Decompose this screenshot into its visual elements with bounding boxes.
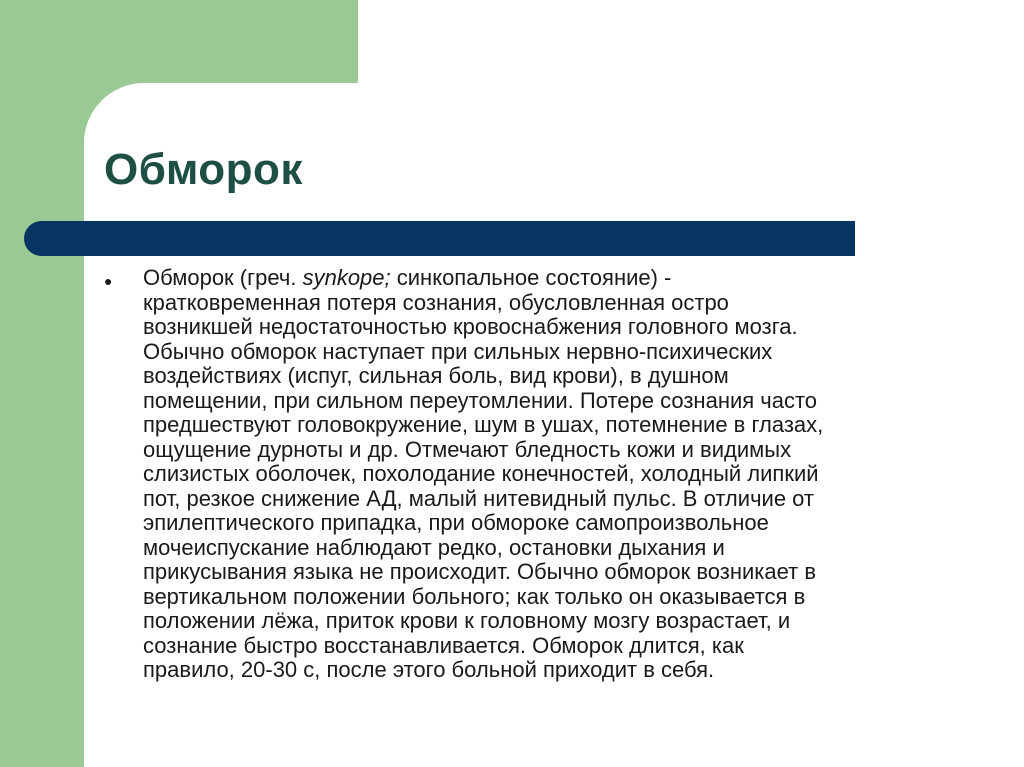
bullet-line: слизистых оболочек, похолодание конечностей, холодный липкий — [143, 461, 819, 486]
bullet-line: положении лёжа, приток крови к головному мозгу возрастает, и — [143, 608, 791, 633]
bullet-line: Обычно обморок наступает при сильных нервно-психических — [143, 338, 773, 364]
slide-title: Обморок — [104, 145, 303, 194]
bullet-line: кратковременная потеря сознания, обусловленная остро — [143, 289, 729, 315]
bullet-line — [143, 266, 954, 291]
slide-body — [104, 266, 954, 683]
bullet-line: эпилептического припадка, при обмороке самопроизвольное — [143, 510, 769, 535]
bullet-line: вертикальном положении больного; как только он оказывается в — [143, 583, 806, 609]
bullet-line: ощущение дурноты и др. Отмечают бледность кожи и видимых — [143, 436, 792, 462]
bullet-item — [104, 266, 954, 683]
bullet-line: прикусывания языка не происходит. Обычно обморок возникает в — [143, 559, 817, 584]
latin-term: synkope; — [302, 265, 391, 290]
bullet-line: предшествуют головокружение, шум в ушах, потемнение в глазах, — [143, 412, 824, 437]
bullet-text — [143, 266, 954, 683]
bullet-line: правило, 20-30 с, после этого больной приходит в себя. — [143, 657, 715, 682]
bullet-icon: ● — [104, 273, 113, 289]
bullet-intro-rest: синкопальное состояние) - — [390, 265, 672, 290]
title-underline-bar — [24, 221, 855, 256]
bullet-line: мочеиспускание наблюдают редко, остановки дыхания и — [143, 534, 725, 560]
bullet-intro: Обморок (греч. — [143, 265, 303, 290]
bullet-line: воздействиях (испуг, сильная боль, вид крови), в душном — [143, 363, 729, 388]
bullet-line: возникшей недостаточностью кровоснабжения головного мозга. — [143, 314, 798, 339]
bullet-line: пот, резкое снижение АД, малый нитевидный пульс. В отличие от — [143, 485, 814, 511]
bullet-line: помещении, при сильном переутомлении. Потере сознания часто — [143, 387, 818, 413]
bullet-line: сознание быстро восстанавливается. Обморок длится, как — [143, 632, 744, 658]
